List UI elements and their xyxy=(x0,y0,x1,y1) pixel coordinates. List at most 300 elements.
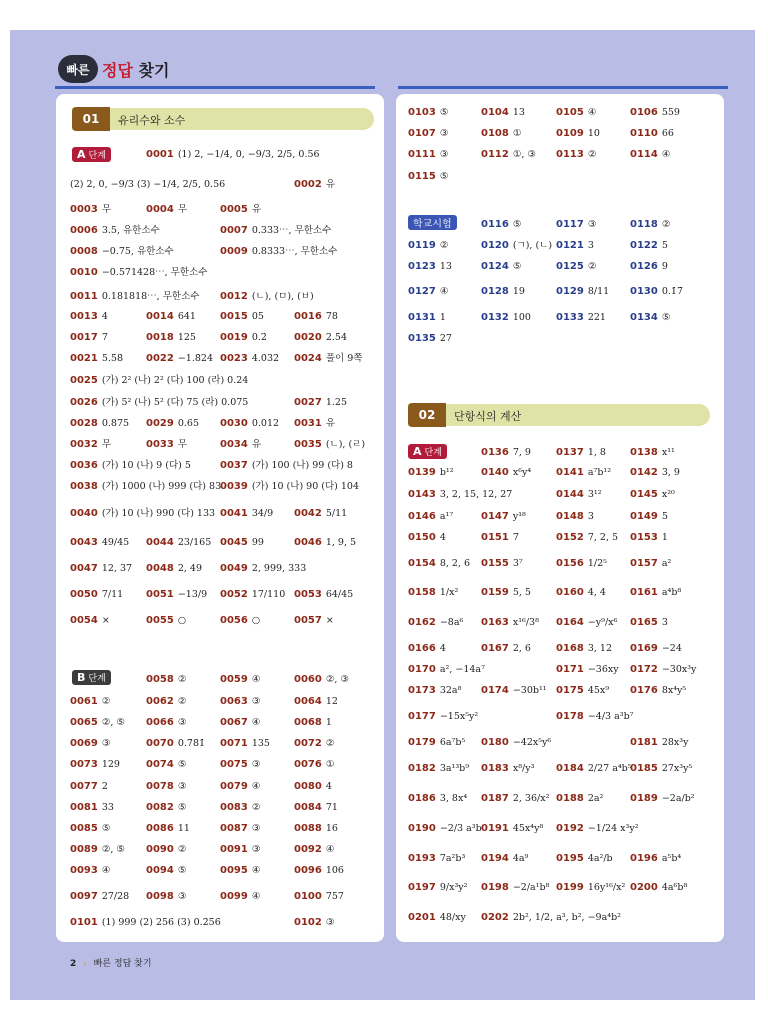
problem-number: 0120 xyxy=(481,240,509,251)
answer-value: ○ xyxy=(251,615,261,626)
answer-value: 0.2̇ xyxy=(251,332,267,343)
problem-number: 0173 xyxy=(408,685,436,696)
problem-number: 0160 xyxy=(556,587,584,598)
answer-value: ③ xyxy=(325,917,335,928)
answer-entry xyxy=(408,586,458,600)
problem-number: 0186 xyxy=(408,793,436,804)
problem-number: 0188 xyxy=(556,793,584,804)
answer-value: ② xyxy=(587,149,597,160)
problem-number: 0141 xyxy=(556,467,584,478)
problem-number: 0183 xyxy=(481,763,509,774)
answer-entry xyxy=(408,488,512,502)
problem-number: 0085 xyxy=(70,823,98,834)
answer-value: ④ xyxy=(251,891,261,902)
level-a-badge-2 xyxy=(408,444,447,459)
answer-entry xyxy=(481,792,549,806)
answer-value: −y⁹/x⁶ xyxy=(587,617,618,628)
answer-value: 129 xyxy=(101,759,120,770)
problem-number: 0102 xyxy=(294,917,322,928)
answer-value: (가) 10 (나) 9 (다) 5 xyxy=(101,460,191,471)
answer-entry xyxy=(481,616,539,630)
answer-entry xyxy=(481,311,531,325)
answer-value: 1/2⁵ xyxy=(587,558,607,569)
answer-entry xyxy=(70,916,221,930)
answer-entry xyxy=(630,446,675,460)
answer-value: 45x⁴y⁸ xyxy=(512,823,544,834)
answer-value: 4.0̇32̇ xyxy=(251,353,280,364)
answer-value: (2) 2, 0, −9/3 (3) −1/4, 2/5, 0.56 xyxy=(70,179,226,190)
answer-entry xyxy=(220,438,261,452)
answer-value: ② xyxy=(101,696,111,707)
answer-value: ④ xyxy=(661,149,671,160)
answer-value: 7, 2, 5 xyxy=(587,532,619,543)
problem-number: 0181 xyxy=(630,737,658,748)
answer-entry xyxy=(70,695,110,709)
answer-entry xyxy=(146,864,186,878)
answer-value: ⑤ xyxy=(661,312,671,323)
answer-value: 1/x² xyxy=(439,587,459,598)
answer-value: 0.1̇7̇ xyxy=(661,286,683,297)
answer-entry xyxy=(630,488,675,502)
answer-entry xyxy=(220,507,273,521)
answer-entry xyxy=(220,417,279,431)
answer-entry xyxy=(556,148,596,162)
problem-number: 0011 xyxy=(70,291,98,302)
answer-entry xyxy=(70,178,225,192)
answer-value: ⑤ xyxy=(177,865,187,876)
problem-number: 0036 xyxy=(70,460,98,471)
answer-value: ③ xyxy=(587,219,597,230)
answer-value: 221 xyxy=(587,312,606,323)
level-letter: A xyxy=(77,148,86,161)
answer-entry xyxy=(70,780,108,794)
answer-entry xyxy=(70,352,123,366)
answer-entry xyxy=(220,331,267,345)
answer-value: 3 xyxy=(587,511,594,522)
answer-entry xyxy=(294,822,338,836)
section-02-title: 단항식의 계산 xyxy=(454,410,522,423)
problem-number: 0028 xyxy=(70,418,98,429)
problem-number: 0198 xyxy=(481,882,509,893)
answer-entry xyxy=(630,762,692,776)
answer-value: ⑤ xyxy=(101,823,111,834)
problem-number: 0015 xyxy=(220,311,248,322)
problem-number: 0131 xyxy=(408,312,436,323)
problem-number: 0103 xyxy=(408,107,436,118)
problem-number: 0118 xyxy=(630,219,658,230)
problem-number: 0154 xyxy=(408,558,436,569)
answer-entry xyxy=(408,762,469,776)
answer-value: 3.5, 유한소수 xyxy=(101,225,160,236)
section-02-number: 02 xyxy=(408,403,446,427)
answer-value: ③ xyxy=(439,149,449,160)
problem-number: 0187 xyxy=(481,793,509,804)
answer-entry xyxy=(630,239,668,253)
answer-entry xyxy=(556,663,619,677)
problem-number: 0075 xyxy=(220,759,248,770)
answer-entry xyxy=(294,417,335,431)
answer-entry xyxy=(220,459,353,473)
answer-entry xyxy=(556,822,639,836)
page-number: 2 xyxy=(70,959,77,969)
answer-value: ② xyxy=(251,802,261,813)
answer-value: −24 xyxy=(661,643,682,654)
answer-value: 11 xyxy=(177,823,190,834)
answer-entry xyxy=(146,310,196,324)
answer-entry xyxy=(481,911,621,925)
answer-entry xyxy=(630,127,674,141)
problem-number: 0101 xyxy=(70,917,98,928)
answer-value: a⁷b¹² xyxy=(587,467,612,478)
problem-number: 0061 xyxy=(70,696,98,707)
problem-number: 0006 xyxy=(70,225,98,236)
answer-value: ⑤ xyxy=(512,261,522,272)
answer-entry xyxy=(294,507,347,521)
answer-value: ② xyxy=(177,696,187,707)
answer-value: x⁸/y³ xyxy=(512,763,535,774)
problem-number: 0134 xyxy=(630,312,658,323)
answer-entry xyxy=(146,203,187,217)
answer-entry xyxy=(220,864,260,878)
problem-number: 0072 xyxy=(294,738,322,749)
problem-number: 0081 xyxy=(70,802,98,813)
problem-number: 0194 xyxy=(481,853,509,864)
level-label: 단계 xyxy=(88,674,106,684)
problem-number: 0151 xyxy=(481,532,509,543)
problem-number: 0066 xyxy=(146,717,174,728)
answer-entry xyxy=(294,588,353,602)
school-exam-badge: 학교시험 xyxy=(408,215,457,230)
answer-value: x¹¹ xyxy=(661,447,675,458)
answer-entry xyxy=(556,127,600,141)
answer-value: 0.7̇8̇1̇ xyxy=(177,738,206,749)
level-label: 단계 xyxy=(424,448,442,458)
problem-number: 0100 xyxy=(294,891,322,902)
problem-number: 0165 xyxy=(630,617,658,628)
answer-entry xyxy=(294,331,347,345)
problem-number: 0087 xyxy=(220,823,248,834)
answer-entry xyxy=(481,466,531,480)
problem-number: 0018 xyxy=(146,332,174,343)
problem-number: 0107 xyxy=(408,128,436,139)
problem-number: 0021 xyxy=(70,353,98,364)
problem-number: 0127 xyxy=(408,286,436,297)
problem-number: 0157 xyxy=(630,558,658,569)
answer-entry xyxy=(630,616,668,630)
answer-value: ④ xyxy=(325,844,335,855)
answer-entry xyxy=(294,737,334,751)
answer-entry xyxy=(146,536,211,550)
answer-entry xyxy=(220,695,260,709)
problem-number: 0070 xyxy=(146,738,174,749)
problem-number: 0059 xyxy=(220,674,248,685)
answer-value: 9 xyxy=(661,261,668,272)
problem-number: 0133 xyxy=(556,312,584,323)
answer-entry xyxy=(70,716,125,730)
answer-value: ① xyxy=(512,128,522,139)
answer-entry xyxy=(556,881,625,895)
problem-number: 0023 xyxy=(220,353,248,364)
answer-entry xyxy=(70,224,160,238)
problem-number: 0144 xyxy=(556,489,584,500)
title-dark: 찾기 xyxy=(138,60,170,80)
answer-value: (가) 100 (나) 99 (다) 8 xyxy=(251,460,353,471)
problem-number: 0083 xyxy=(220,802,248,813)
answer-entry xyxy=(630,106,680,120)
answer-value: a², −14a⁷ xyxy=(439,664,485,675)
answer-value: −13/9 xyxy=(177,589,208,600)
problem-number: 0121 xyxy=(556,240,584,251)
problem-number: 0035 xyxy=(294,439,322,450)
problem-number: 0049 xyxy=(220,563,248,574)
answer-value: ③ xyxy=(177,781,187,792)
answer-value: ③ xyxy=(101,738,111,749)
answer-value: 757 xyxy=(325,891,344,902)
answer-value: 0.8333⋯, 무한소수 xyxy=(251,246,338,257)
problem-number: 0123 xyxy=(408,261,436,272)
answer-value: 49/45 xyxy=(101,537,130,548)
problem-number: 0076 xyxy=(294,759,322,770)
answer-entry xyxy=(556,311,606,325)
problem-number: 0108 xyxy=(481,128,509,139)
problem-number: 0042 xyxy=(294,508,322,519)
problem-number: 0199 xyxy=(556,882,584,893)
answer-value: 27x³y⁵ xyxy=(661,763,693,774)
problem-number: 0026 xyxy=(70,397,98,408)
answer-value: 32a⁸ xyxy=(439,685,462,696)
answer-entry xyxy=(630,663,696,677)
problem-number: 0185 xyxy=(630,763,658,774)
problem-number: 0139 xyxy=(408,467,436,478)
answer-entry xyxy=(630,311,670,325)
problem-number: 0106 xyxy=(630,107,658,118)
answer-entry xyxy=(70,737,110,751)
problem-number: 0180 xyxy=(481,737,509,748)
answer-value: 5.5̇8̇ xyxy=(101,353,123,364)
answer-entry xyxy=(294,614,334,628)
answer-value: 4 xyxy=(439,643,446,654)
problem-number: 0129 xyxy=(556,286,584,297)
answer-value: ③ xyxy=(251,823,261,834)
answer-value: 0.012 xyxy=(251,418,280,429)
answer-value: −0.75, 유한소수 xyxy=(101,246,174,257)
answer-value: 7a²b³ xyxy=(439,853,466,864)
answer-entry xyxy=(146,758,186,772)
answer-entry xyxy=(556,510,594,524)
answer-entry xyxy=(408,332,452,346)
problem-number: 0115 xyxy=(408,171,436,182)
answer-entry xyxy=(481,736,551,750)
problem-number: 0110 xyxy=(630,128,658,139)
answer-entry xyxy=(220,673,260,687)
answer-value: 7 xyxy=(101,332,108,343)
problem-number: 0043 xyxy=(70,537,98,548)
answer-value: 1, 8 xyxy=(587,447,606,458)
answer-value: −2/3 a³b xyxy=(439,823,482,834)
answer-value: 12 xyxy=(325,696,338,707)
answer-entry xyxy=(481,106,525,120)
answer-value: 4 xyxy=(325,781,332,792)
answer-value: × xyxy=(101,615,110,626)
answer-entry xyxy=(630,466,680,480)
problem-number: 0145 xyxy=(630,489,658,500)
problem-number: 0041 xyxy=(220,508,248,519)
answer-value: ② xyxy=(587,261,597,272)
problem-number: 0119 xyxy=(408,240,436,251)
answer-value: −15x⁵y² xyxy=(439,711,479,722)
answer-entry xyxy=(220,310,264,324)
answer-entry xyxy=(481,218,521,232)
answer-value: b¹² xyxy=(439,467,454,478)
answer-value: 4 xyxy=(101,311,108,322)
page-footer xyxy=(70,956,152,969)
problem-number: 0037 xyxy=(220,460,248,471)
answer-entry xyxy=(481,531,519,545)
problem-number: 0192 xyxy=(556,823,584,834)
problem-number: 0056 xyxy=(220,615,248,626)
answer-entry xyxy=(70,459,191,473)
answer-value: 3 xyxy=(587,240,594,251)
answer-entry xyxy=(481,762,534,776)
problem-number: 0105 xyxy=(556,107,584,118)
problem-number: 0125 xyxy=(556,261,584,272)
answer-entry xyxy=(408,792,467,806)
problem-number: 0052 xyxy=(220,589,248,600)
answer-value: 125 xyxy=(177,332,196,343)
answer-entry xyxy=(408,106,448,120)
answer-entry xyxy=(70,245,174,259)
answer-entry xyxy=(481,557,523,571)
problem-number: 0025 xyxy=(70,375,98,386)
problem-number: 0172 xyxy=(630,664,658,675)
level-letter: B xyxy=(77,671,86,684)
problem-number: 0174 xyxy=(481,685,509,696)
answer-value: −1/24 x³y² xyxy=(587,823,639,834)
problem-number: 0032 xyxy=(70,439,98,450)
problem-number: 0008 xyxy=(70,246,98,257)
problem-number: 0069 xyxy=(70,738,98,749)
answer-entry xyxy=(481,148,536,162)
answer-entry xyxy=(556,466,611,480)
problem-number: 0068 xyxy=(294,717,322,728)
problem-number: 0057 xyxy=(294,615,322,626)
problem-number: 0135 xyxy=(408,333,436,344)
answer-entry xyxy=(220,224,331,238)
problem-number: 0164 xyxy=(556,617,584,628)
problem-number: 0090 xyxy=(146,844,174,855)
answer-entry xyxy=(481,260,521,274)
answer-value: ③ xyxy=(251,696,261,707)
answer-entry xyxy=(70,801,114,815)
problem-number: 0078 xyxy=(146,781,174,792)
answer-value: 559 xyxy=(661,107,680,118)
answer-value: 3¹² xyxy=(587,489,602,500)
answer-value: ○ xyxy=(177,615,187,626)
problem-number: 0024 xyxy=(294,353,322,364)
answer-entry xyxy=(556,285,609,299)
answer-value: ② xyxy=(177,844,187,855)
problem-number: 0111 xyxy=(408,149,436,160)
problem-number: 0017 xyxy=(70,332,98,343)
header-badge: 빠른 xyxy=(58,55,98,83)
answer-value: 45x⁹ xyxy=(587,685,610,696)
answer-value: 23/165 xyxy=(177,537,212,548)
problem-number: 0163 xyxy=(481,617,509,628)
answer-value: −2a/b² xyxy=(661,793,695,804)
answer-value: 3, 9 xyxy=(661,467,680,478)
problem-number: 0010 xyxy=(70,267,98,278)
answer-value: ② xyxy=(439,240,449,251)
problem-number: 0176 xyxy=(630,685,658,696)
level-letter: A xyxy=(413,445,422,458)
answer-entry xyxy=(70,507,215,521)
answer-entry xyxy=(294,864,344,878)
answer-value: 유 xyxy=(325,418,336,429)
problem-number: 0112 xyxy=(481,149,509,160)
answer-entry xyxy=(294,310,338,324)
answer-value: a² xyxy=(661,558,672,569)
answer-value: ② xyxy=(661,219,671,230)
answer-entry xyxy=(630,218,670,232)
answer-value: 17/110 xyxy=(251,589,286,600)
chevron-right-icon: › xyxy=(83,959,87,969)
answer-entry xyxy=(481,881,549,895)
answer-value: y¹⁸ xyxy=(512,511,526,522)
answer-value: 2.5̇4̇ xyxy=(325,332,347,343)
answer-value: 5, 5 xyxy=(512,587,531,598)
problem-number: 0178 xyxy=(556,711,584,722)
answer-value: 27 xyxy=(439,333,452,344)
problem-number: 0003 xyxy=(70,204,98,215)
answer-entry xyxy=(481,822,543,836)
problem-number: 0053 xyxy=(294,589,322,600)
problem-number: 0001 xyxy=(146,149,174,160)
answer-entry xyxy=(220,536,264,550)
answer-value: 3a¹³b⁹ xyxy=(439,763,470,774)
problem-number: 0137 xyxy=(556,447,584,458)
answer-value: ③ xyxy=(251,759,261,770)
answer-entry xyxy=(630,586,681,600)
problem-number: 0150 xyxy=(408,532,436,543)
problem-number: 0202 xyxy=(481,912,509,923)
answer-entry xyxy=(408,710,478,724)
problem-number: 0086 xyxy=(146,823,174,834)
answer-value: 48/xy xyxy=(439,912,466,923)
title-red: 정답 xyxy=(102,60,133,80)
answer-entry xyxy=(70,890,129,904)
answer-value: (ㄴ), (ㅁ), (ㅂ) xyxy=(251,291,314,302)
answer-value: 7/11 xyxy=(101,589,124,600)
problem-number: 0045 xyxy=(220,537,248,548)
problem-number: 0117 xyxy=(556,219,584,230)
answer-value: 5/11 xyxy=(325,508,348,519)
answer-entry xyxy=(146,417,199,431)
answer-value: (가) 1000 (나) 999 (다) 83 xyxy=(101,481,222,492)
answer-value: 7 xyxy=(512,532,519,543)
problem-number: 0190 xyxy=(408,823,436,834)
answer-value: ④ xyxy=(251,781,261,792)
problem-number: 0104 xyxy=(481,107,509,118)
problem-number: 0020 xyxy=(294,332,322,343)
problem-number: 0091 xyxy=(220,844,248,855)
problem-number: 0168 xyxy=(556,643,584,654)
answer-value: ⑤ xyxy=(439,107,449,118)
answer-entry xyxy=(481,852,528,866)
answer-value: x¹⁶/3⁸ xyxy=(512,617,539,628)
answer-value: 4a²/b xyxy=(587,853,613,864)
answer-value: 0.333⋯, 무한소수 xyxy=(251,225,332,236)
answer-value: 유 xyxy=(325,179,336,190)
